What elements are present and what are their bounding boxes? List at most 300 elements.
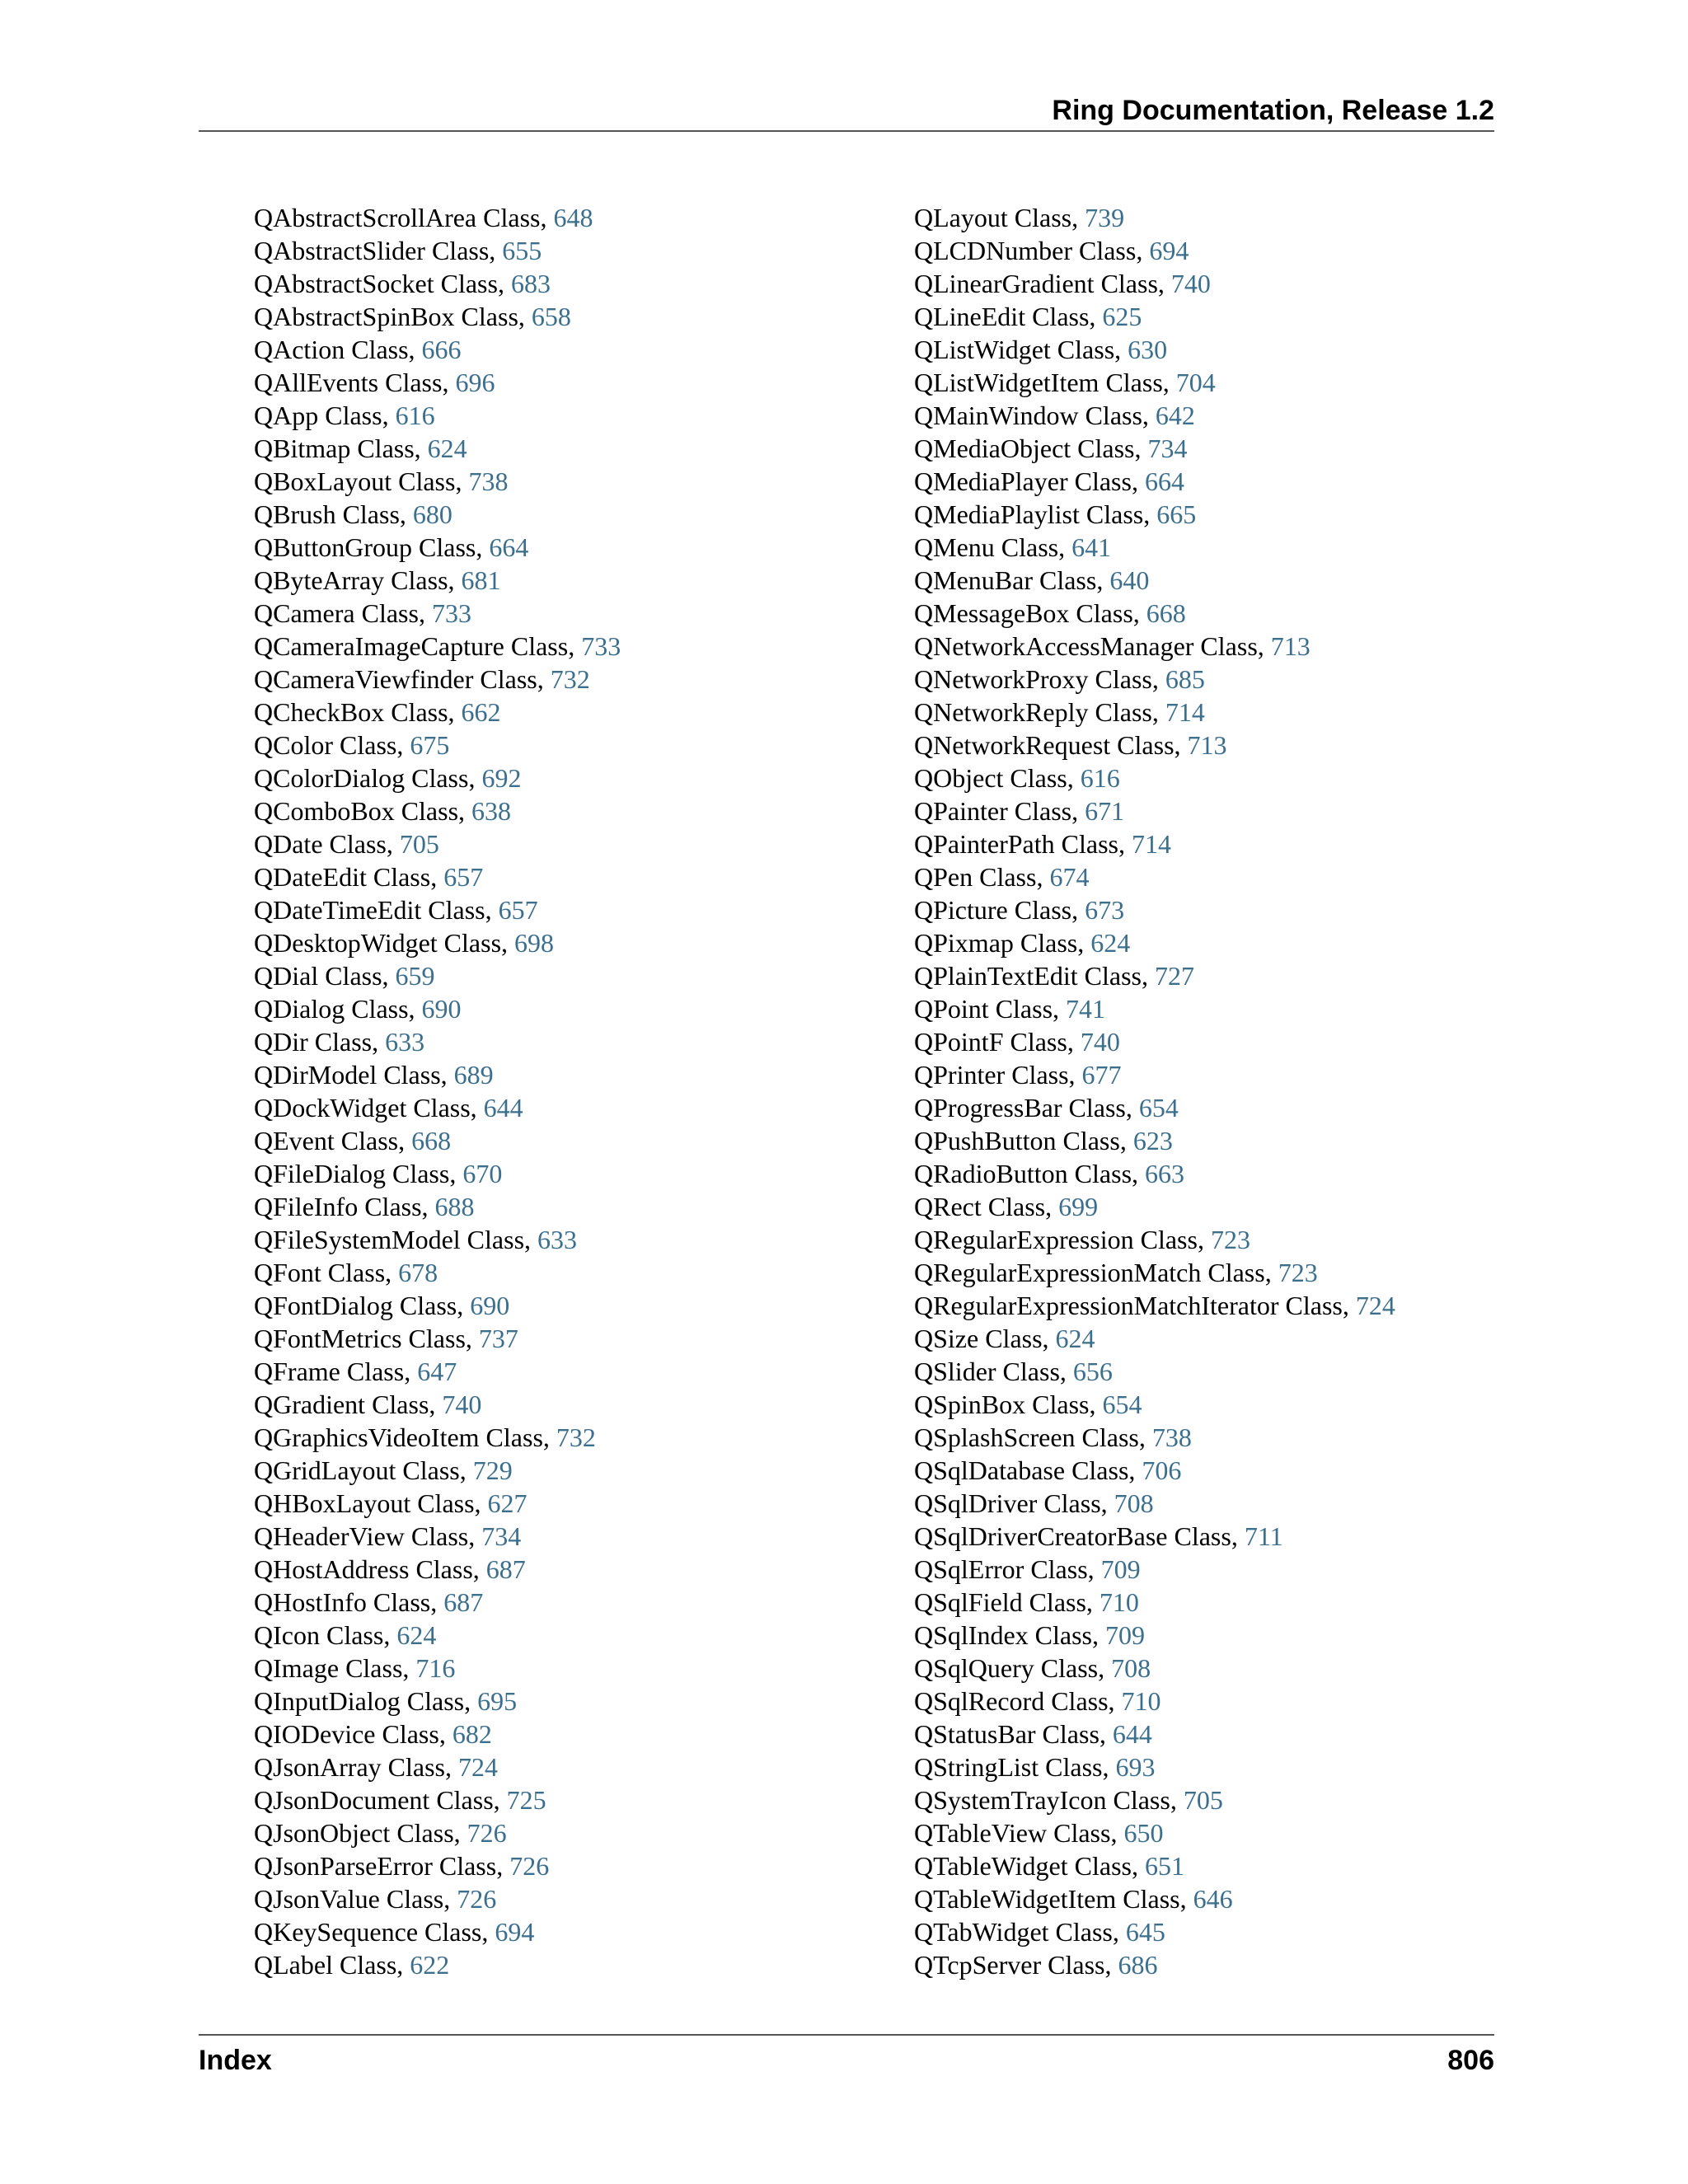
index-entry-page-link[interactable]: 732 [550,664,590,694]
index-entry-page-link[interactable]: 710 [1099,1587,1139,1617]
index-entry-page-link[interactable]: 740 [1080,1027,1120,1057]
index-entry-page-link[interactable]: 705 [399,829,439,859]
index-entry-name: QStringList Class [914,1752,1103,1782]
index-entry-page-link[interactable]: 671 [1085,796,1125,826]
index-entry-page-link[interactable]: 650 [1123,1818,1164,1848]
index-entry-page-link[interactable]: 724 [457,1752,498,1782]
index-entry: QRegularExpression Class, 723 [914,1225,1250,1254]
index-entry-name: QMediaObject Class [914,434,1135,463]
index-entry-name: QPixmap Class [914,928,1078,958]
index-entry: QPicture Class, 673 [914,895,1125,925]
index-entry-page-link[interactable]: 656 [1072,1357,1113,1386]
index-entry: QLineEdit Class, 625 [914,302,1142,331]
document-title: Ring Documentation, Release 1.2 [1052,95,1494,126]
index-entry-page-link[interactable]: 726 [457,1884,497,1914]
index-entry-name: QInputDialog Class [254,1686,465,1716]
index-entry-name: QNetworkProxy Class [914,664,1152,694]
index-entry-page-link[interactable]: 638 [471,796,512,826]
index-entry: QPen Class, 674 [914,862,1090,892]
index-entry: QJsonValue Class, 726 [254,1884,497,1914]
index-entry-name: QFileInfo Class [254,1192,422,1221]
index-entry-page-link[interactable]: 675 [410,730,450,760]
index-entry-page-link[interactable]: 646 [1193,1884,1233,1914]
index-entry-page-link[interactable]: 716 [415,1653,456,1683]
index-entry-page-link[interactable]: 645 [1125,1917,1165,1947]
index-entry-page-link[interactable]: 688 [434,1192,475,1221]
index-entry-page-link[interactable]: 657 [443,862,484,892]
index-entry-page-link[interactable]: 633 [385,1027,425,1057]
index-entry-name: QPlainTextEdit Class [914,961,1142,991]
index-entry-page-link[interactable]: 668 [411,1126,452,1155]
index-entry: QDateEdit Class, 657 [254,862,484,892]
index-entry-name: QCheckBox Class [254,697,448,727]
index-entry-page-link[interactable]: 624 [1055,1324,1095,1353]
index-entry-page-link[interactable]: 633 [537,1225,578,1254]
index-entry-page-link[interactable]: 734 [481,1521,522,1551]
index-entry-name: QRect Class [914,1192,1046,1221]
index-entry: QListWidgetItem Class, 704 [914,368,1216,397]
index-entry-page-link[interactable]: 642 [1155,401,1195,430]
index-entry-name: QHBoxLayout Class [254,1488,475,1518]
index-entry: QTableWidgetItem Class, 646 [914,1884,1233,1914]
index-entry-page-link[interactable]: 687 [443,1587,484,1617]
index-entry-name: QPicture Class [914,895,1072,925]
index-entry: QSize Class, 624 [914,1324,1095,1353]
index-entry-name: QLinearGradient Class [914,269,1158,298]
index-entry: QTableView Class, 650 [914,1818,1164,1848]
index-entry: QProgressBar Class, 654 [914,1093,1179,1122]
index-entry: QTableWidget Class, 651 [914,1851,1184,1881]
index-entry-page-link[interactable]: 630 [1128,335,1168,364]
index-entry: QJsonParseError Class, 726 [254,1851,550,1881]
index-entry-name: QNetworkAccessManager Class [914,631,1258,661]
index-entry-page-link[interactable]: 727 [1154,961,1194,991]
index-entry-page-link[interactable]: 673 [1085,895,1125,925]
index-entry: QSplashScreen Class, 738 [914,1422,1192,1452]
index-entry: QPixmap Class, 624 [914,928,1131,958]
index-entry-page-link[interactable]: 625 [1102,302,1142,331]
index-entry-page-link[interactable]: 659 [395,961,435,991]
index-entry: QAllEvents Class, 696 [254,368,495,397]
index-entry-page-link[interactable]: 694 [1149,236,1189,265]
index-entry-page-link[interactable]: 647 [417,1357,457,1386]
index-entry-name: QAllEvents Class [254,368,443,397]
index-entry-name: QPrinter Class [914,1060,1069,1090]
index-entry: QPointF Class, 740 [914,1027,1120,1057]
index-entry-page-link[interactable]: 739 [1085,203,1125,232]
index-entry: QTabWidget Class, 645 [914,1917,1165,1947]
index-entry-page-link[interactable]: 627 [487,1488,528,1518]
index-entry-name: QObject Class [914,763,1067,793]
index-entry-name: QJsonDocument Class [254,1785,494,1815]
index-entry-page-link[interactable]: 623 [1132,1126,1173,1155]
index-entry: QSpinBox Class, 654 [914,1390,1142,1419]
index-entry: QJsonArray Class, 724 [254,1752,498,1782]
index-entry-name: QJsonArray Class [254,1752,445,1782]
index-entry: QSqlDriver Class, 708 [914,1488,1154,1518]
index-entry: QIcon Class, 624 [254,1620,437,1650]
index-entry-name: QGradient Class [254,1390,429,1419]
index-entry: QDockWidget Class, 644 [254,1093,523,1122]
index-entry-page-link[interactable]: 622 [410,1950,450,1980]
index-entry-name: QStatusBar Class [914,1719,1100,1749]
index-entry-page-link[interactable]: 664 [489,532,529,562]
index-entry: QCameraImageCapture Class, 733 [254,631,621,661]
index-entry: QKeySequence Class, 694 [254,1917,535,1947]
index-entry-name: QComboBox Class [254,796,459,826]
index-entry-page-link[interactable]: 641 [1071,532,1112,562]
index-entry: QAbstractSpinBox Class, 658 [254,302,571,331]
index-entry-name: QLCDNumber Class [914,236,1137,265]
index-column-right [914,201,1395,1981]
index-entry-page-link[interactable]: 668 [1146,598,1186,628]
index-entry-name: QKeySequence Class [254,1917,482,1947]
index-entry-name: QPainter Class [914,796,1072,826]
index-entry: QInputDialog Class, 695 [254,1686,518,1716]
index-entry-name: QSplashScreen Class [914,1422,1139,1452]
index-entry-page-link[interactable]: 726 [467,1818,507,1848]
index-entry-page-link[interactable]: 732 [556,1422,596,1452]
index-entry: QBitmap Class, 624 [254,434,467,463]
index-entry-page-link[interactable]: 616 [1080,763,1120,793]
index-entry: QFileDialog Class, 670 [254,1159,503,1188]
index-entry-name: QImage Class [254,1653,403,1683]
index-entry-name: QAbstractScrollArea Class [254,203,541,232]
index-entry-name: QMenuBar Class [914,565,1097,595]
index-entry-name: QCameraViewfinder Class [254,664,537,694]
index-entry: QHostInfo Class, 687 [254,1587,484,1617]
index-entry-name: QIcon Class [254,1620,384,1650]
index-entry-page-link[interactable]: 666 [421,335,462,364]
index-entry: QAbstractSocket Class, 683 [254,269,551,298]
index-entry-name: QBrush Class [254,499,400,529]
index-entry-name: QSqlIndex Class [914,1620,1092,1650]
index-entry: QHostAddress Class, 687 [254,1554,526,1584]
index-entry: QPainter Class, 671 [914,796,1125,826]
index-entry-page-link[interactable]: 670 [462,1159,503,1188]
index-entry-name: QPainterPath Class [914,829,1118,859]
index-entry-page-link[interactable]: 683 [510,269,551,298]
index-entry: QBrush Class, 680 [254,499,452,529]
index-entry: QNetworkAccessManager Class, 713 [914,631,1311,661]
index-entry-page-link[interactable]: 678 [398,1258,438,1287]
index-entry-name: QMainWindow Class [914,401,1142,430]
index-entry: QGraphicsVideoItem Class, 732 [254,1422,596,1452]
index-entry-page-link[interactable]: 704 [1175,368,1216,397]
index-entry-page-link[interactable]: 663 [1145,1159,1185,1188]
index-entry-name: QFontMetrics Class [254,1324,466,1353]
index-entry-name: QJsonObject Class [254,1818,454,1848]
index-entry-page-link[interactable]: 726 [509,1851,550,1881]
index-entry-page-link[interactable]: 677 [1081,1060,1122,1090]
index-entry: QCheckBox Class, 662 [254,697,501,727]
index-entry-name: QButtonGroup Class [254,532,476,562]
index-entry-name: QTableView Class [914,1818,1111,1848]
index-entry-name: QDockWidget Class [254,1093,471,1122]
index-entry-page-link[interactable]: 714 [1165,697,1205,727]
index-entry-name: QBitmap Class [254,434,415,463]
index-entry-page-link[interactable]: 693 [1115,1752,1156,1782]
index-entry-page-link[interactable]: 658 [531,302,571,331]
index-entry-page-link[interactable]: 733 [431,598,471,628]
index-entry: QSqlField Class, 710 [914,1587,1139,1617]
index-entry-name: QLabel Class [254,1950,397,1980]
index-entry-name: QRadioButton Class [914,1159,1132,1188]
index-entry-page-link[interactable]: 733 [581,631,621,661]
index-entry-page-link[interactable]: 723 [1210,1225,1250,1254]
index-entry-page-link[interactable]: 741 [1066,994,1106,1024]
index-entry: QGradient Class, 740 [254,1390,482,1419]
index-entry-name: QNetworkRequest Class [914,730,1175,760]
index-entry: QJsonObject Class, 726 [254,1818,507,1848]
index-entry: QFrame Class, 647 [254,1357,457,1386]
index-entry-name: QDateEdit Class [254,862,431,892]
index-entry-name: QDialog Class [254,994,409,1024]
index-entry-page-link[interactable]: 729 [472,1455,513,1485]
index-entry-name: QPointF Class [914,1027,1067,1057]
index-entry-name: QRegularExpressionMatch Class [914,1258,1265,1287]
index-entry-page-link[interactable]: 654 [1102,1390,1142,1419]
index-entry-page-link[interactable]: 706 [1142,1455,1182,1485]
index-entry-page-link[interactable]: 738 [1151,1422,1192,1452]
index-entry-page-link[interactable]: 681 [461,565,501,595]
index-entry: QLCDNumber Class, 694 [914,236,1189,265]
index-entry-name: QTableWidgetItem Class [914,1884,1180,1914]
index-entry-page-link[interactable]: 624 [396,1620,437,1650]
index-entry: QTcpServer Class, 686 [914,1950,1158,1980]
index-entry-page-link[interactable]: 708 [1114,1488,1154,1518]
index-entry-page-link[interactable]: 624 [1090,928,1131,958]
index-entry-name: QDateTimeEdit Class [254,895,485,925]
index-entry-page-link[interactable]: 708 [1111,1653,1151,1683]
index-entry-name: QSlider Class [914,1357,1060,1386]
index-entry: QRegularExpressionMatch Class, 723 [914,1258,1318,1287]
index-entry: QListWidget Class, 630 [914,335,1168,364]
index-entry-name: QFrame Class [254,1357,405,1386]
index-entry-name: QLayout Class [914,203,1072,232]
index-entry-page-link[interactable]: 696 [455,368,495,397]
index-entry: QComboBox Class, 638 [254,796,512,826]
index-entry-name: QBoxLayout Class [254,466,456,496]
index-entry: QSqlQuery Class, 708 [914,1653,1151,1683]
index-entry: QByteArray Class, 681 [254,565,501,595]
index-entry: QSqlDatabase Class, 706 [914,1455,1182,1485]
index-entry: QMessageBox Class, 668 [914,598,1186,628]
index-entry-name: QByteArray Class [254,565,448,595]
index-entry-name: QSqlDriver Class [914,1488,1101,1518]
index-entry-name: QEvent Class [254,1126,399,1155]
index-entry-page-link[interactable]: 737 [478,1324,518,1353]
index-entry-page-link[interactable]: 616 [395,401,435,430]
index-entry-name: QAbstractSlider Class [254,236,490,265]
index-entry: QCamera Class, 733 [254,598,471,628]
index-entry-page-link[interactable]: 713 [1270,631,1311,661]
index-entry: QFont Class, 678 [254,1258,438,1287]
index-entry-name: QSqlDatabase Class [914,1455,1129,1485]
index-entry-name: QMessageBox Class [914,598,1133,628]
index-entry-page-link[interactable]: 654 [1138,1093,1179,1122]
index-entry-page-link[interactable]: 640 [1109,565,1150,595]
index-entry-name: QFont Class [254,1258,386,1287]
index-entry: QSqlDriverCreatorBase Class, 711 [914,1521,1283,1551]
index-entry-name: QDir Class [254,1027,373,1057]
index-entry: QStringList Class, 693 [914,1752,1156,1782]
index-entry-page-link[interactable]: 685 [1165,664,1205,694]
index-entry-page-link[interactable]: 740 [442,1390,482,1419]
index-entry-page-link[interactable]: 692 [481,763,522,793]
index-entry-page-link[interactable]: 674 [1049,862,1090,892]
index-entry: QSqlRecord Class, 710 [914,1686,1161,1716]
index-entry: QMediaPlaylist Class, 665 [914,499,1197,529]
index-entry-name: QAbstractSpinBox Class [254,302,518,331]
index-entry: QButtonGroup Class, 664 [254,532,529,562]
index-entry: QMenu Class, 641 [914,532,1112,562]
index-entry: QRegularExpressionMatchIterator Class, 724 [914,1291,1395,1320]
index-entry: QFileInfo Class, 688 [254,1192,475,1221]
index-entry: QRadioButton Class, 663 [914,1159,1185,1188]
index-entry-page-link[interactable]: 710 [1121,1686,1161,1716]
index-entry: QFontDialog Class, 690 [254,1291,510,1320]
index-entry: QDialog Class, 690 [254,994,462,1024]
index-entry: QNetworkReply Class, 714 [914,697,1205,727]
footer-section-label: Index [199,2045,272,2076]
index-entry-page-link[interactable]: 644 [1112,1719,1152,1749]
index-entry-name: QFileDialog Class [254,1159,450,1188]
index-entry-name: QMenu Class [914,532,1059,562]
index-entry: QLayout Class, 739 [914,203,1125,232]
index-entry: QMediaObject Class, 734 [914,434,1188,463]
index-entry: QDir Class, 633 [254,1027,425,1057]
index-entry-name: QSqlDriverCreatorBase Class [914,1521,1231,1551]
index-entry-page-link[interactable]: 738 [468,466,509,496]
index-entry-name: QColorDialog Class [254,763,469,793]
index-entry-page-link[interactable]: 709 [1105,1620,1145,1650]
index-entry-page-link[interactable]: 694 [495,1917,535,1947]
index-entry-page-link[interactable]: 665 [1156,499,1197,529]
index-entry-page-link[interactable]: 662 [461,697,501,727]
index-entry-page-link[interactable]: 711 [1244,1521,1283,1551]
index-entry-page-link[interactable]: 680 [412,499,452,529]
index-entry-page-link[interactable]: 734 [1147,434,1188,463]
index-entry: QHBoxLayout Class, 627 [254,1488,528,1518]
index-entry-name: QSqlField Class [914,1587,1086,1617]
index-entry: QRect Class, 699 [914,1192,1099,1221]
index-entry-name: QColor Class [254,730,397,760]
index-entry-page-link[interactable]: 723 [1278,1258,1318,1287]
index-entry-name: QTableWidget Class [914,1851,1132,1881]
index-entry-page-link[interactable]: 713 [1187,730,1227,760]
index-entry-page-link[interactable]: 699 [1058,1192,1099,1221]
index-entry-name: QPen Class [914,862,1037,892]
index-entry-name: QRegularExpressionMatchIterator Class [914,1291,1343,1320]
index-entry-page-link[interactable]: 651 [1144,1851,1184,1881]
index-entry-name: QSize Class [914,1324,1043,1353]
index-entry: QPoint Class, 741 [914,994,1106,1024]
index-entry-page-link[interactable]: 648 [553,203,593,232]
index-entry-name: QProgressBar Class [914,1093,1126,1122]
index-entry-name: QHostAddress Class [254,1554,473,1584]
index-entry-name: QSystemTrayIcon Class [914,1785,1170,1815]
index-entry: QMainWindow Class, 642 [914,401,1195,430]
index-entry: QApp Class, 616 [254,401,435,430]
index-entry: QStatusBar Class, 644 [914,1719,1152,1749]
index-entry-name: QAction Class [254,335,409,364]
index-entry-name: QDial Class [254,961,382,991]
index-entry: QColorDialog Class, 692 [254,763,522,793]
index-entry-name: QFontDialog Class [254,1291,457,1320]
index-entry-page-link[interactable]: 664 [1144,466,1184,496]
page-footer [199,2034,1494,2083]
index-entry-name: QHostInfo Class [254,1587,431,1617]
index-entry-name: QJsonParseError Class [254,1851,497,1881]
index-entry: QIODevice Class, 682 [254,1719,492,1749]
index-entry-page-link[interactable]: 690 [470,1291,510,1320]
footer-page-number: 806 [1447,2045,1494,2076]
index-entry-name: QFileSystemModel Class [254,1225,525,1254]
index-entry: QSqlError Class, 709 [914,1554,1141,1584]
index-entry-page-link[interactable]: 695 [477,1686,518,1716]
index-entry-name: QNetworkReply Class [914,697,1152,727]
index-entry: QJsonDocument Class, 725 [254,1785,546,1815]
index-entry: QDate Class, 705 [254,829,439,859]
index-entry-page-link[interactable]: 724 [1355,1291,1395,1320]
index-entry-name: QGridLayout Class [254,1455,460,1485]
index-entry-page-link[interactable]: 698 [514,928,555,958]
index-entry-page-link[interactable]: 686 [1118,1950,1158,1980]
index-entry-name: QLineEdit Class [914,302,1090,331]
index-entry-name: QIODevice Class [254,1719,439,1749]
index-entry-name: QDate Class [254,829,387,859]
index-entry-name: QApp Class [254,401,382,430]
index-entry-name: QDirModel Class [254,1060,441,1090]
index-entry: QDesktopWidget Class, 698 [254,928,555,958]
index-entry-page-link[interactable]: 689 [453,1060,494,1090]
index-entry: QAction Class, 666 [254,335,462,364]
index-entry: QFontMetrics Class, 737 [254,1324,518,1353]
index-entry: QCameraViewfinder Class, 732 [254,664,590,694]
page-header [199,89,1494,132]
index-column-left [254,201,621,1981]
index-entry-page-link[interactable]: 725 [506,1785,546,1815]
index-entry-page-link[interactable]: 690 [421,994,462,1024]
index-entry: QLinearGradient Class, 740 [914,269,1211,298]
index-entry-name: QAbstractSocket Class [254,269,498,298]
index-entry-name: QPushButton Class [914,1126,1120,1155]
index-entry-page-link[interactable]: 655 [502,236,542,265]
index-entry-page-link[interactable]: 740 [1170,269,1211,298]
index-entry-page-link[interactable]: 687 [485,1554,526,1584]
index-entry: QAbstractScrollArea Class, 648 [254,203,593,232]
index-entry: QDirModel Class, 689 [254,1060,494,1090]
index-entry-page-link[interactable]: 709 [1100,1554,1141,1584]
index-entry-name: QCameraImageCapture Class [254,631,569,661]
index-entry-page-link[interactable]: 705 [1183,1785,1223,1815]
index-entry-page-link[interactable]: 624 [427,434,467,463]
index-entry-page-link[interactable]: 714 [1131,829,1171,859]
index-entry: QAbstractSlider Class, 655 [254,236,542,265]
index-entry-name: QListWidgetItem Class [914,368,1163,397]
index-entry-page-link[interactable]: 657 [498,895,538,925]
index-entry: QPushButton Class, 623 [914,1126,1173,1155]
index-entry-page-link[interactable]: 682 [452,1719,492,1749]
index-entry-page-link[interactable]: 644 [483,1093,523,1122]
index-entry-name: QMediaPlayer Class [914,466,1132,496]
index-entry-name: QTabWidget Class [914,1917,1113,1947]
index-entry: QPlainTextEdit Class, 727 [914,961,1194,991]
index-entry: QGridLayout Class, 729 [254,1455,513,1485]
index-entry-name: QCamera Class [254,598,419,628]
index-entry-name: QDesktopWidget Class [254,928,502,958]
